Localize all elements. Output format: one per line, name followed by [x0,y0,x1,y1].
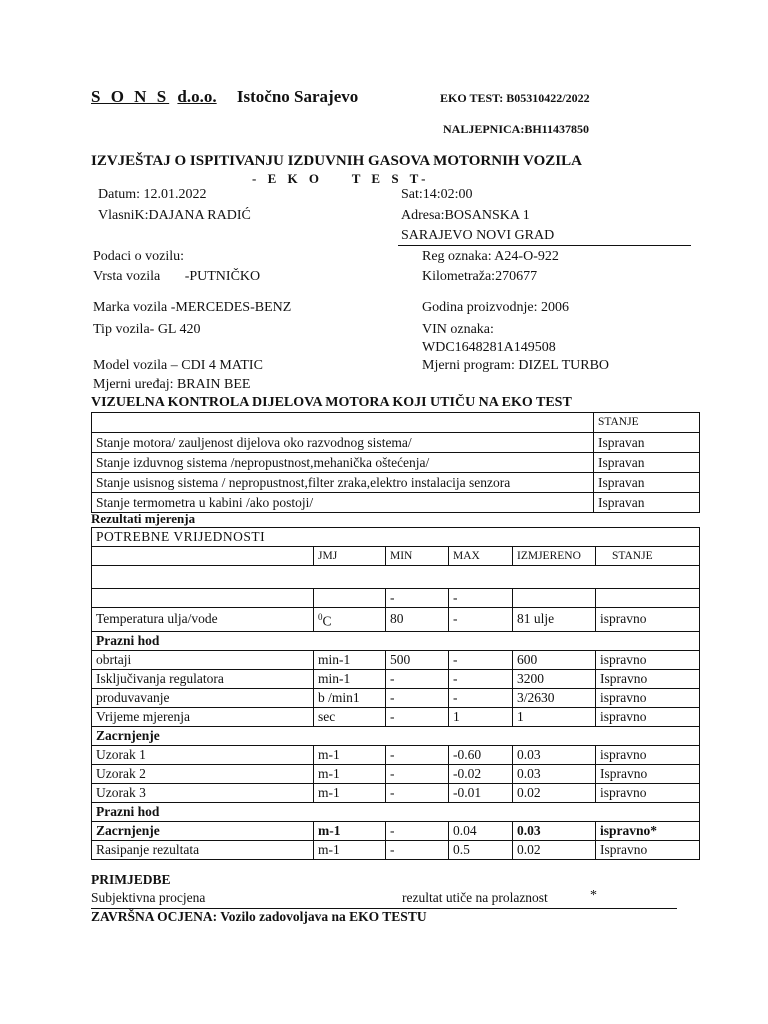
status-header: STANJE [594,413,700,433]
table-row [92,726,700,745]
table-row [92,493,700,513]
company-name: S O N S [91,87,170,106]
vehicle-type-field: Vrsta vozila -PUTNIČKO [93,269,261,284]
device-field: Mjerni uređaj: BRAIN BEE [93,377,251,392]
table-row [92,631,700,650]
table-row [92,802,700,821]
row-label: Temperatura ulja/vode [92,608,314,632]
required-values-header: POTREBNE VRIJEDNOSTI [92,528,700,547]
owner-field: VlasniK:DAJANA RADIĆ [98,208,251,223]
row-jmj: $^0$C [314,608,386,632]
table-row: Uzorak 2 m-1 - -0.02 0.03 Ispravno [92,764,700,783]
remarks-title: PRIMJEDBE [91,872,171,887]
table-row [92,413,700,433]
table-row: Uzorak 1 m-1 - -0.60 0.03 ispravno [92,745,700,764]
check-label: Stanje izduvnog sistema /nepropustnost,mehanička oštećenja/ [92,453,594,473]
col-max: MAX [449,547,513,566]
table-row: obrtaji min-1 500 - 600 ispravno [92,650,700,669]
table-row: - - [92,589,700,608]
sticker-number: NALJEPNICA:BH11437850 [443,122,590,136]
check-status: Ispravan [594,473,700,493]
table-row [92,547,700,566]
table-row: Zacrnjenje m-1 - 0.04 0.03 ispravno* [92,821,700,840]
table-row: Temperatura ulja/vode $^0$C 80 - 81 ulje ispravno [92,608,700,632]
company-city: Istočno Sarajevo [236,87,359,106]
address-field: Adresa:BOSANSKA 1 [401,208,530,223]
check-status: Ispravan [594,453,700,473]
final-grade: ZAVRŠNA OCJENA: Vozilo zadovoljava na EKO TESTU [91,909,427,924]
col-izmjereno: IZMJERENO [513,547,596,566]
table-row [92,473,700,493]
report-title: IZVJEŠTAJ O ISPITIVANJU IZDUVNIH GASOVA MOTORNIH VOZILA [91,153,582,169]
program-field: Mjerni program: DIZEL TURBO [422,358,610,373]
model-type-field: Tip vozila- GL 420 [93,322,201,337]
table-row: Rasipanje rezultata m-1 - 0.5 0.02 Ispravno [92,840,700,859]
table-row: Isključivanja regulatora min-1 - - 3200 Ispravno [92,669,700,688]
year-field: Godina proizvodnje: 2006 [422,300,569,315]
table-row [92,566,700,589]
results-table [91,527,700,860]
section-idle: Prazni hod [92,631,700,650]
results-title: Rezultati mjerenja [91,511,196,526]
visual-check-table [91,412,700,513]
section-opacity: Zacrnjenje [92,726,700,745]
vehicle-data-label: Podaci o vozilu: [93,249,184,264]
visual-check-title: VIZUELNA KONTROLA DIJELOVA MOTORA KOJI UTIČU NA EKO TEST [91,395,572,410]
table-row: produvavanje b /min1 - - 3/2630 ispravno [92,688,700,707]
report-subtitle: - E K O T E S T- [252,171,430,186]
time-field: Sat:14:02:00 [401,187,473,202]
registration-field: Reg oznaka: A24-O-922 [422,249,559,264]
col-stanje: STANJE [596,547,700,566]
asterisk-mark: * [590,888,597,903]
check-label: Stanje termometra u kabini /ako postoji/ [92,493,594,513]
col-jmj: JMJ [314,547,386,566]
table-row [92,453,700,473]
check-label: Stanje usisnog sistema / nepropustnost,filter zraka,elektro instalacija senzora [92,473,594,493]
date-field: Datum: 12.01.2022 [98,187,207,202]
model-field: Model vozila – CDI 4 MATIC [93,358,263,373]
divider [398,245,691,246]
subjective-estimate: Subjektivna procjena [91,890,206,905]
check-status: Ispravan [594,493,700,513]
check-status: Ispravan [594,433,700,453]
address-city-field: SARAJEVO NOVI GRAD [401,228,555,243]
make-field: Marka vozila -MERCEDES-BENZ [93,300,292,315]
company-form: d.o.o. [177,87,217,106]
check-label: Stanje motora/ zauljenost dijelova oko razvodnog sistema/ [92,433,594,453]
col-min: MIN [386,547,449,566]
vin-value: WDC1648281A149508 [422,340,556,355]
eko-test-number: EKO TEST: B05310422/2022 [440,91,590,105]
mileage-field: Kilometraža:270677 [422,269,538,284]
vin-label: VIN oznaka: [422,322,494,337]
section-idle-2: Prazni hod [92,802,700,821]
table-row: Vrijeme mjerenja sec - 1 1 ispravno [92,707,700,726]
result-impact-text: rezultat utiče na prolaznost [402,890,548,905]
table-row [92,433,700,453]
company-header [91,87,358,107]
table-row [92,528,700,547]
table-row: Uzorak 3 m-1 - -0.01 0.02 ispravno [92,783,700,802]
